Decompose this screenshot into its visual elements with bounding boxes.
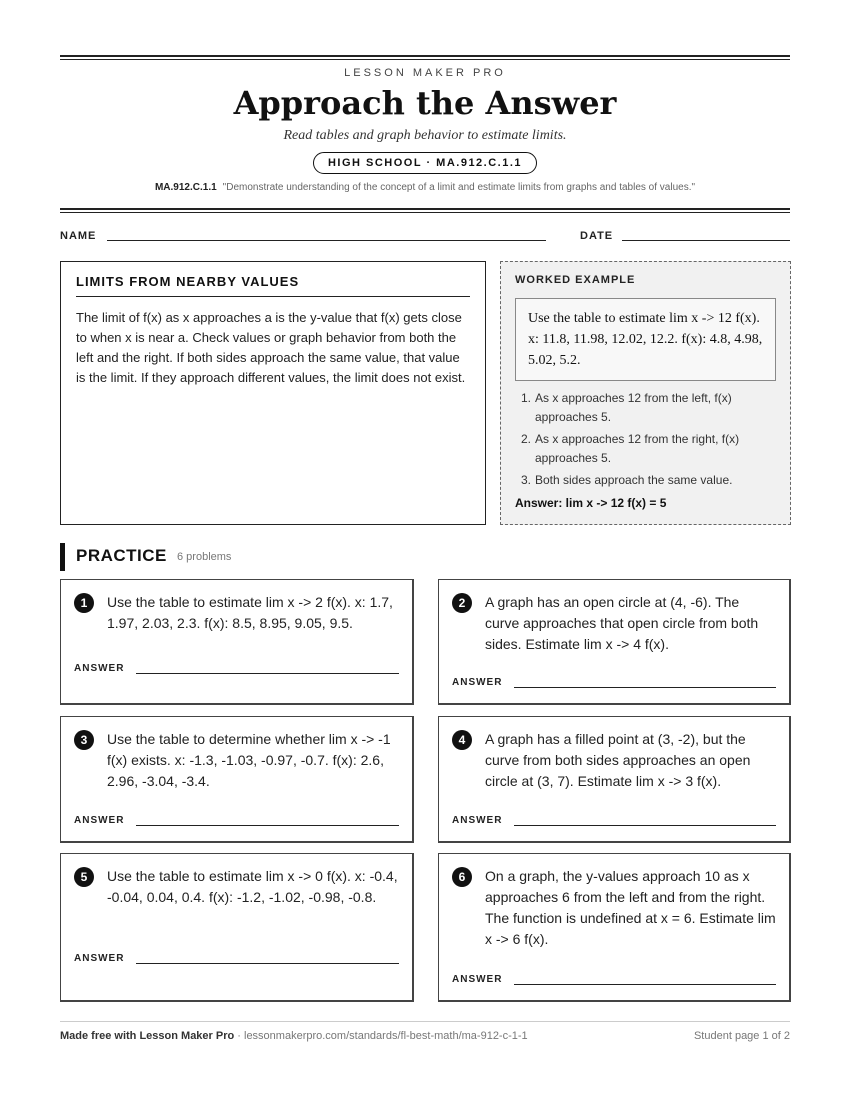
problem-number: 5 <box>74 867 94 887</box>
page-title: Approach the Answer <box>233 84 617 122</box>
problem-text: Use the table to estimate lim x -> 0 f(x). x: -0.4, -0.04, 0.04, 0.4. f(x): -1.2, -1.02, -0.98, -0.8. <box>107 868 398 905</box>
answer-label: ANSWER <box>452 815 503 826</box>
problem-text: A graph has an open circle at (4, -6). The curve approaches that open circle from both sides. Estimate lim x -> 4 f(x). <box>485 594 759 652</box>
step-number: 2. <box>521 432 532 446</box>
date-label: DATE <box>580 230 614 242</box>
answer-label: ANSWER <box>452 677 503 688</box>
brand-label: LESSON MAKER PRO <box>344 67 506 79</box>
name-date-row <box>60 230 790 246</box>
problem-number: 3 <box>74 730 94 750</box>
answer-label: ANSWER <box>74 663 125 674</box>
answer-field[interactable] <box>136 963 399 964</box>
problem-card-6 <box>438 853 791 1002</box>
problem-card-1 <box>60 579 414 705</box>
worked-example-step <box>515 430 776 468</box>
problem-text: Use the table to determine whether lim x -> -1 f(x) exists. x: -1.3, -1.03, -0.97, -0.7. f(x): 2.6, 2.96, -3.04, -3.4. <box>107 731 391 789</box>
problem-text: A graph has a filled point at (3, -2), but the curve from both sides approaches an open circle at (3, 7). Estimate lim x -> 3 f(x). <box>485 731 751 789</box>
footer-rule <box>60 1021 790 1022</box>
answer-field[interactable] <box>514 984 776 985</box>
step-text: As x approaches 12 from the right, f(x) approaches 5. <box>535 432 740 465</box>
step-text: Both sides approach the same value. <box>535 473 733 487</box>
worked-example-box <box>500 261 791 525</box>
answer-row <box>74 815 399 829</box>
answer-field[interactable] <box>136 673 399 674</box>
problem-text: On a graph, the y-values approach 10 as x approaches 6 from the left and from the right. The function is undefined at x = 6. Estimate lim x -> 6 f(x). <box>485 868 776 947</box>
footer-url[interactable]: · lessonmakerpro.com/standards/fl-best-math/ma-912-c-1-1 <box>234 1030 528 1042</box>
answer-row <box>452 974 776 988</box>
answer-row <box>452 677 776 691</box>
concept-box <box>60 261 486 525</box>
name-field[interactable] <box>107 240 546 241</box>
name-label: NAME <box>60 230 97 242</box>
worked-example-heading: WORKED EXAMPLE <box>515 274 636 286</box>
standard-description <box>0 182 850 193</box>
worked-example-answer: Answer: lim x -> 12 f(x) = 5 <box>515 496 667 510</box>
grade-standard-badge: HIGH SCHOOL · MA.912.C.1.1 <box>313 152 537 174</box>
concept-body: The limit of f(x) as x approaches a is the y-value that f(x) gets close to when x is near a. Check values or graph behavior from both the left and the right. If both sides approach the same value, that value is the limit. If they approach different values, the limit does not exist. <box>76 310 466 385</box>
answer-row <box>452 815 776 829</box>
footer-credit <box>60 1030 528 1042</box>
answer-field[interactable] <box>136 825 399 826</box>
problem-number: 2 <box>452 593 472 613</box>
badge-wrapper <box>0 152 850 174</box>
practice-title: PRACTICE <box>76 546 167 565</box>
footer-brand: Made free with Lesson Maker Pro <box>60 1030 235 1042</box>
answer-label: ANSWER <box>452 974 503 985</box>
step-number: 3. <box>521 473 532 487</box>
problem-card-5 <box>60 853 414 1002</box>
problem-text: Use the table to estimate lim x -> 2 f(x). x: 1.7, 1.97, 2.03, 2.3. f(x): 8.5, 8.95, 9.05, 9.5. <box>107 594 393 631</box>
problem-number: 1 <box>74 593 94 613</box>
answer-label: ANSWER <box>74 815 125 826</box>
footer-page-number: Student page 1 of 2 <box>693 1030 790 1042</box>
header-bottom-double-rule <box>60 208 790 213</box>
answer-label: ANSWER <box>74 953 125 964</box>
answer-field[interactable] <box>514 825 776 826</box>
worked-example-step <box>515 471 776 490</box>
step-text: As x approaches 12 from the left, f(x) approaches 5. <box>535 391 732 424</box>
answer-field[interactable] <box>514 687 776 688</box>
worked-example-prompt: Use the table to estimate lim x -> 12 f(x). x: 11.8, 11.98, 12.02, 12.2. f(x): 4.8, 4.98, 5.02, 5.2. <box>515 298 776 381</box>
problem-card-2 <box>438 579 791 705</box>
practice-count: 6 problems <box>177 551 232 563</box>
problem-number: 4 <box>452 730 472 750</box>
page-subtitle: Read tables and graph behavior to estimate limits. <box>283 128 567 143</box>
problem-card-4 <box>438 716 791 843</box>
practice-header <box>60 543 460 571</box>
date-field[interactable] <box>622 240 790 241</box>
problem-card-3 <box>60 716 414 843</box>
problem-number: 6 <box>452 867 472 887</box>
answer-row <box>74 663 399 677</box>
answer-row <box>74 953 399 967</box>
standard-code: MA.912.C.1.1 <box>154 182 217 193</box>
worked-example-step <box>515 389 776 427</box>
concept-heading: LIMITS FROM NEARBY VALUES <box>76 274 470 297</box>
practice-accent-bar <box>60 543 65 571</box>
step-number: 1. <box>521 391 532 405</box>
top-double-rule <box>60 55 790 60</box>
worked-example-steps <box>515 389 776 490</box>
standard-text: "Demonstrate understanding of the concept of a limit and estimate limits from graphs and tables of values." <box>222 182 696 193</box>
